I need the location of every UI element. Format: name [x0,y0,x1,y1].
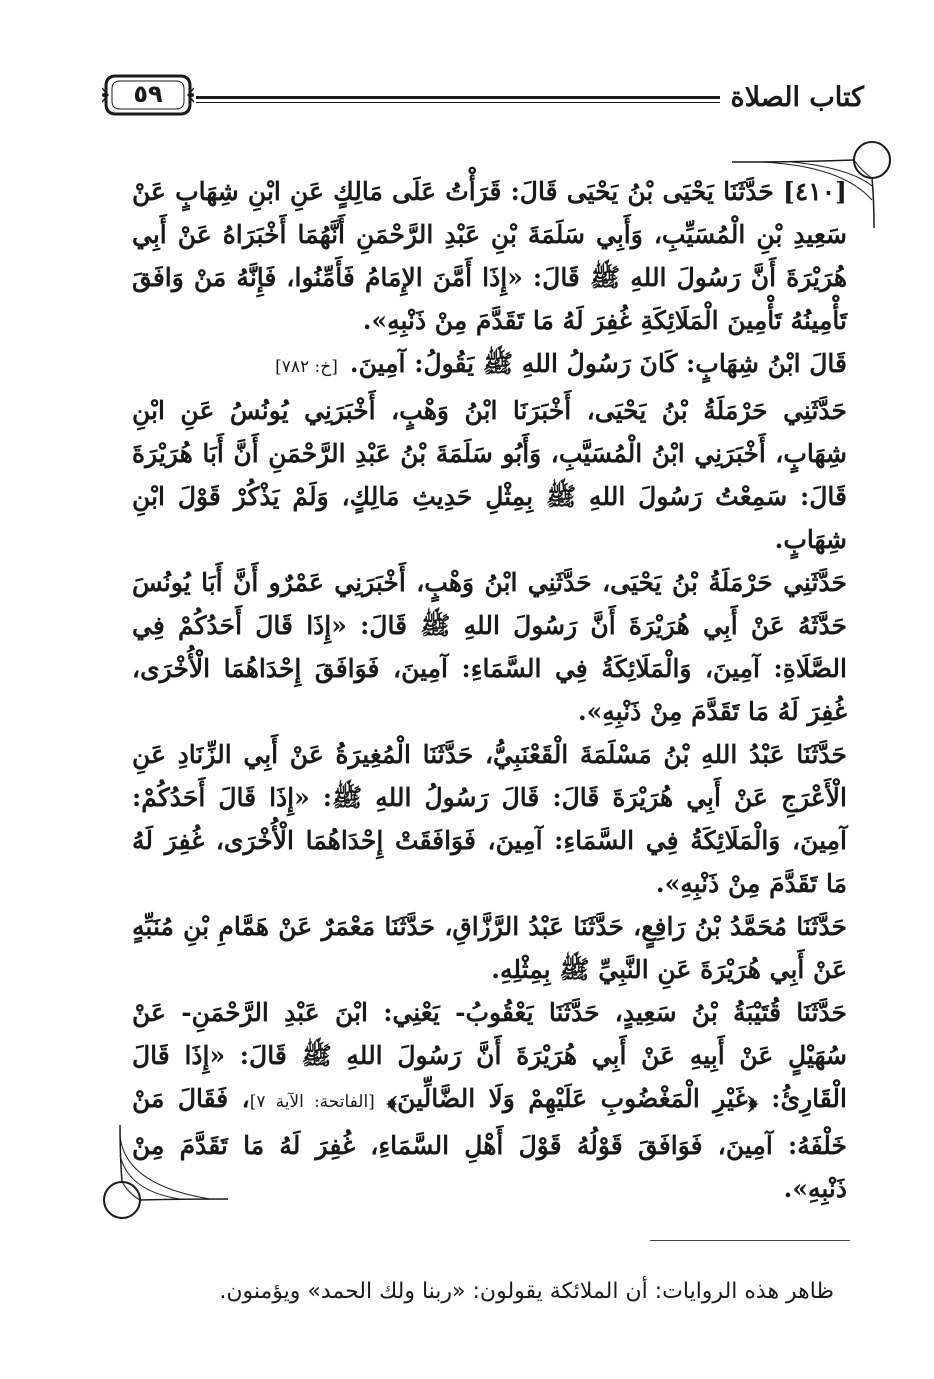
hadith-body [132,170,847,1210]
hadith-text: حَدَّثَنَا عَبْدُ اللهِ بْنُ مَسْلَمَةَ الْقَعْنَبِيُّ، حَدَّثَنَا الْمُغِيرَةُ عَنْ أَبِي الزِّنَادِ عَنِ الْأَعْرَجِ عَنْ أَبِي هُرَيْرَةَ قَالَ: قَالَ رَسُولُ اللهِ ﷺ: «إِذَا قَالَ أَحَدُكُمْ: آمِينَ، وَالْمَلَائِكَةُ فِي السَّمَاءِ: آمِينَ، فَوَافَقَتْ إِحْدَاهُمَا الْأُخْرَى، غُفِرَ لَهُ مَا تَقَدَّمَ مِنْ ذَنْبِهِ». [132,740,847,898]
hadith-paragraph [132,905,847,991]
reference-tag: [الفاتحة: الآية ٧] [249,1092,375,1112]
hadith-text: ، فَقَالَ مَنْ خَلْفَهُ: آمِينَ، فَوَافَقَ قَوْلُهُ قَوْلَ أَهْلِ السَّمَاءِ، غُفِرَ لَهُ مَا تَقَدَّمَ مِنْ ذَنْبِهِ». [132,1084,847,1203]
hadith-paragraph [132,389,847,561]
hadith-paragraph [132,561,847,733]
hadith-text: [٤١٠] حَدَّثَنَا يَحْيَى بْنُ يَحْيَى قَالَ: قَرَأْتُ عَلَى مَالِكٍ عَنِ ابْنِ شِهَابٍ عَنْ سَعِيدِ بْنِ الْمُسَيِّبِ، وَأَبِي سَلَمَةَ بْنِ عَبْدِ الرَّحْمَنِ أَنَّهُمَا أَخْبَرَاهُ عَنْ أَبِي هُرَيْرَةَ أَنَّ رَسُولَ اللهِ ﷺ قَالَ: «إِذَا أَمَّنَ الإِمَامُ فَأَمِّنُوا، فَإِنَّهُ مَنْ وَافَقَ تَأْمِينُهُ تَأْمِينَ الْمَلَائِكَةِ غُفِرَ لَهُ مَا تَقَدَّمَ مِنْ ذَنْبِهِ». [132,177,847,335]
hadith-text: حَدَّثَنَا قُتَيْبَةُ بْنُ سَعِيدٍ، حَدَّثَنَا يَعْقُوبُ- يَعْنِي: ابْنَ عَبْدِ الرَّحْمَنِ- عَنْ سُهَيْلٍ عَنْ أَبِيهِ عَنْ أَبِي هُرَيْرَةَ أَنَّ رَسُولَ اللهِ ﷺ قَالَ: «إِذَا قَالَ الْقَارِئُ: ﴿غَيْرِ الْمَغْضُوبِ عَلَيْهِمْ وَلَا الضَّالِّينَ﴾ [132,998,847,1113]
footnote: ظاهر هذه الروايات: أن الملائكة يقولون: «ربنا ولك الحمد» ويؤمنون. [219,1279,834,1304]
hadith-paragraph [132,733,847,905]
hadith-text: قَالَ ابْنُ شِهَابٍ: كَانَ رَسُولُ اللهِ ﷺ يَقُولُ: آمِينَ. [349,349,847,378]
page-number-badge [102,70,194,120]
hadith-paragraph [132,991,847,1210]
header-rule-thin [196,102,720,103]
footnote-separator [650,1240,850,1241]
chapter-title: كتاب الصلاة [730,82,864,113]
page-header [0,60,934,140]
hadith-paragraph [132,342,847,389]
hadith-text: حَدَّثَنِي حَرْمَلَةُ بْنُ يَحْيَى، حَدَّثَنِي ابْنُ وَهْبٍ، أَخْبَرَنِي عَمْرٌو أَنَّ أَبَا يُونُسَ حَدَّثَهُ عَنْ أَبِي هُرَيْرَةَ أَنَّ رَسُولَ اللهِ ﷺ قَالَ: «إِذَا قَالَ أَحَدُكُمْ فِي الصَّلَاةِ: آمِينَ، وَالْمَلَائِكَةُ فِي السَّمَاءِ: آمِينَ، فَوَافَقَ إِحْدَاهُمَا الْأُخْرَى، غُفِرَ لَهُ مَا تَقَدَّمَ مِنْ ذَنْبِهِ». [132,568,847,726]
hadith-paragraph [132,170,847,342]
header-rule [196,96,720,99]
hadith-text: حَدَّثَنَا مُحَمَّدُ بْنُ رَافِعٍ، حَدَّثَنَا عَبْدُ الرَّزَّاقِ، حَدَّثَنَا مَعْمَرٌ عَنْ هَمَّامِ بْنِ مُنَبِّهٍ عَنْ أَبِي هُرَيْرَةَ عَنِ النَّبِيِّ ﷺ بِمِثْلِهِ. [132,912,847,984]
reference-tag: [خ: ٧٨٢] [275,357,338,377]
corner-ornament-icon [100,1125,230,1220]
hadith-text: حَدَّثَنِي حَرْمَلَةُ بْنُ يَحْيَى، أَخْبَرَنَا ابْنُ وَهْبٍ، أَخْبَرَنِي يُونُسُ عَنِ ابْنِ شِهَابٍ، أَخْبَرَنِي ابْنُ الْمُسَيَّبِ، وَأَبُو سَلَمَةَ بْنُ عَبْدِ الرَّحْمَنِ أَنَّ أَبَا هُرَيْرَةَ قَالَ: سَمِعْتُ رَسُولَ اللهِ ﷺ بِمِثْلِ حَدِيثِ مَالِكٍ، وَلَمْ يَذْكُرْ قَوْلَ ابْنِ شِهَابٍ. [132,396,847,554]
page-number: ٥٩ [133,80,163,108]
